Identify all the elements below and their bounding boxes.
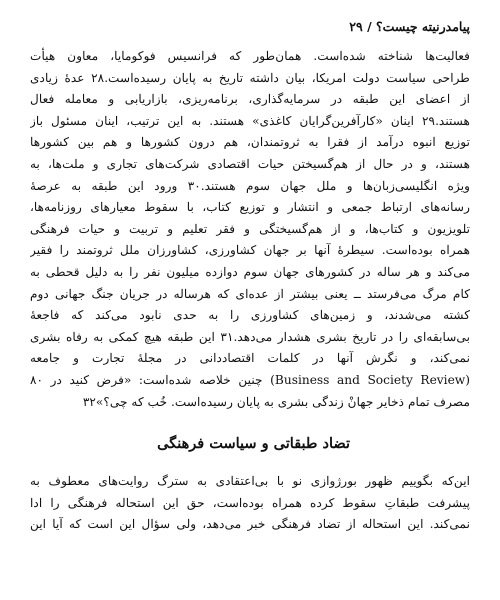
text-line: کشته می‌شدند، و زمین‌های کشاورزی را به حدی نابود می‌کند که فاجعهٔ	[30, 308, 470, 323]
text-line: مصرف تمام ذخایر جهانْ زندگی بشری به پایان رسیده‌است. خُب که چی؟»۳۲	[82, 394, 470, 409]
text-line: پیشرفت طبقاتِ سقوط کرده همراه بوده‌است، حق این استحاله فرهنگی را ادا	[30, 495, 470, 510]
text-line: فعالیت‌ها شناخته شده‌است. همان‌طور که فرانسیس فوکومایا، معاون هیأت	[30, 49, 470, 63]
text-line: نمی‌کند، و نگرش آنها در کلمات اقتصاددانی در مجلهٔ تجارت و جامعه	[30, 351, 470, 366]
text-line: از اعضای این طبقه در سرمایه‌گذاری، برنامه‌ریزی، بازاریابی و معامله فعال	[30, 92, 470, 107]
text-line: نمی‌کند. این استحاله از تضاد فرهنگی خبر می‌دهد، ولی سؤال این است که آیا این	[30, 517, 470, 532]
paragraph-1	[30, 46, 470, 413]
text-line: همراه بوده‌است. سیطرهٔ آنها بر جهان کشاورزی، کشاورزان ملل ثروتمند را فقیر	[30, 243, 470, 258]
text-line: این‌که بگوییم ظهور بورژوازی نو با بی‌اعتقادی به سترگ روایت‌های معطوف به	[30, 474, 470, 489]
text-line: طراحی سیاست دولت امریکا، بیان داشته تاریخ به پایان رسیده‌است.۲۸ عدهٔ زیادی	[30, 70, 470, 85]
book-page	[30, 18, 470, 588]
text-line: هستند.۲۹ اینان «کارآفرین‌گرایان کاغذی» هستند. به این ترتیب، اینان مسئول باز	[30, 113, 470, 128]
text-line: رسانه‌های ارتباط جمعی و انتشار و توزیع کتاب، با سقوط معیارهای روزنامه‌ها،	[30, 200, 470, 215]
section-title: تضاد طبقاتی و سیاست فرهنگی	[157, 435, 350, 453]
text-line: بی‌سابقه‌ای را در تاریخ بشری هشدار می‌دهد.۳۱ این طبقه هیچ کمکی به رفاه بشری	[30, 329, 470, 344]
text-line: (Business and Society Review) چنین خلاصه شده‌است: «فرض کنید در ۸۰	[30, 372, 470, 387]
running-head: پیامدرنیته چیست؟ / ۲۹	[349, 19, 470, 34]
text-line: هستند، و در حال از هم‌گسیختن حیات اقتصادی شرکت‌های تجاری و ملت‌ها، به	[30, 156, 470, 171]
text-line: کام مرگ می‌فرستد ــ یعنی بیشتر از عده‌ای که هرساله در جریان جنگ جهانی دوم	[30, 286, 470, 301]
text-line: تلویزیون و کتاب‌ها، و از هم‌گسیختگی و فقر تعلیم و تربیت و حیات فرهنگی	[30, 221, 470, 236]
text-line: می‌کند و هر ساله در کشورهای جهان سوم دوازده میلیون نفر را به دلیل قحطی به	[30, 264, 470, 279]
text-line: ویژه انگلیسی‌زبان‌ها و ملل جهان سوم هستند.۳۰ ورود این طبقه به عرصهٔ	[30, 178, 470, 193]
paragraph-2	[30, 471, 470, 536]
text-line: توزیع انبوه درآمد از فقرا به ثروتمندان، هم درون کشورها و هم بین کشورها	[30, 135, 470, 150]
